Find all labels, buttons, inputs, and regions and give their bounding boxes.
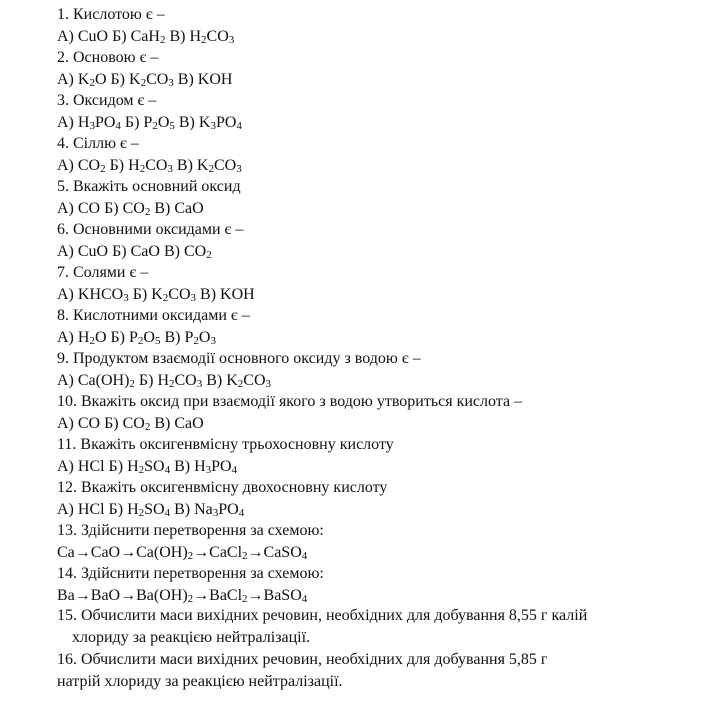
- answer-text: В) P: [160, 328, 194, 346]
- subscript: 3: [190, 291, 197, 304]
- subscript: 4: [164, 506, 171, 519]
- question-16-line-1: 16. Обчислити маси вихідних речовин, необхідних для добування 5,85 г: [57, 651, 548, 668]
- question-1-answers: [57, 26, 697, 48]
- answer-text: O Б) P: [94, 328, 138, 346]
- answer-text: А) H: [57, 328, 90, 346]
- subscript: 2: [242, 549, 248, 562]
- answer-text: В) H: [165, 27, 202, 45]
- answer-text: Б) P: [120, 113, 153, 131]
- answer-text: А) K: [57, 70, 90, 88]
- answer-text: А) HCl Б) H: [57, 457, 139, 475]
- subscript: 2: [152, 119, 158, 132]
- subscript: 3: [196, 377, 203, 390]
- question-6-prompt: 6. Основними оксидами є –: [57, 221, 244, 238]
- answer-text: В) CaO: [150, 414, 204, 432]
- question-5-prompt: 5. Вкажіть основний оксид: [57, 178, 241, 195]
- question-3-answers: [57, 112, 697, 134]
- answer-text: CO: [145, 156, 168, 174]
- subscript: 3: [265, 377, 272, 390]
- question-6-answers: [57, 241, 697, 263]
- question-7-answers: [57, 284, 697, 306]
- answer-text: CO: [206, 27, 229, 45]
- subscript: 4: [231, 463, 238, 476]
- subscript: 5: [169, 119, 175, 132]
- answer-text: А) CO: [57, 156, 101, 174]
- subscript: 2: [169, 377, 175, 390]
- subscript: 2: [138, 463, 145, 476]
- question-11-prompt: 11. Вкажіть оксигенвмісну трьохосновну кислоту: [57, 436, 394, 453]
- subscript: 3: [228, 33, 235, 46]
- question-2-answers: [57, 69, 697, 91]
- subscript: 2: [144, 205, 151, 218]
- answer-text: Ba→BaO→Ba(OH): [57, 586, 188, 604]
- question-11-answers: [57, 456, 697, 478]
- answer-text: →CaCl: [193, 543, 243, 561]
- answer-text: Б) H: [134, 371, 169, 389]
- question-7-prompt: 7. Солями є –: [57, 264, 149, 281]
- answer-text: →BaCl: [193, 586, 243, 604]
- subscript: 3: [205, 463, 212, 476]
- answer-text: А) CO Б) CO: [57, 414, 145, 432]
- question-13-answers: [57, 542, 697, 564]
- question-8-prompt: 8. Кислотними оксидами є –: [57, 307, 250, 324]
- question-13-prompt: 13. Здійснити перетворення за схемою:: [57, 522, 324, 539]
- answer-text: O: [198, 328, 211, 346]
- question-5-answers: [57, 198, 697, 220]
- subscript: 3: [123, 291, 129, 304]
- subscript: 2: [208, 162, 214, 175]
- subscript: 3: [89, 119, 95, 132]
- subscript: 3: [236, 162, 242, 175]
- answer-text: А) CuO Б) CaO В) CO: [57, 242, 207, 260]
- subscript: 2: [139, 162, 146, 175]
- answer-text: А) CO Б) CO: [57, 199, 145, 217]
- question-8-answers: [57, 327, 697, 349]
- subscript: 2: [201, 33, 207, 46]
- answer-text: Б) H: [105, 156, 140, 174]
- subscript: 2: [137, 334, 144, 347]
- question-4-answers: [57, 155, 697, 177]
- subscript: 2: [159, 33, 166, 46]
- answer-text: В) H: [170, 457, 206, 475]
- answer-text: O Б) K: [94, 70, 141, 88]
- answer-text: В) CaO: [150, 199, 204, 217]
- subscript: 2: [193, 334, 199, 347]
- subscript: 2: [144, 420, 151, 433]
- answer-text: PO: [218, 500, 239, 518]
- subscript: 2: [242, 592, 248, 605]
- answer-text: →CaSO: [247, 543, 302, 561]
- answer-text: В) K: [202, 371, 238, 389]
- answer-text: В) KOH: [196, 285, 255, 303]
- answer-text: SO: [144, 457, 165, 475]
- answer-text: O: [157, 113, 170, 131]
- subscript: 2: [100, 162, 106, 175]
- answer-text: А) H: [57, 113, 90, 131]
- subscript: 4: [238, 506, 245, 519]
- question-16-line-2: натрій хлориду за реакцією нейтралізації.: [57, 672, 343, 690]
- subscript: 3: [210, 334, 216, 347]
- subscript: 3: [167, 162, 173, 175]
- question-14-answers: [57, 585, 697, 607]
- subscript: 2: [187, 549, 194, 562]
- subscript: 4: [164, 463, 171, 476]
- question-14-prompt: 14. Здійснити перетворення за схемою:: [57, 565, 324, 582]
- subscript: 2: [187, 592, 194, 605]
- question-12-prompt: 12. Вкажіть оксигенвмісну двохосновну кислоту: [57, 479, 388, 496]
- question-10-answers: [57, 413, 697, 435]
- subscript: 3: [212, 506, 219, 519]
- answer-text: В) Na: [170, 500, 213, 518]
- question-4-prompt: 4. Сіллю є –: [57, 135, 139, 152]
- subscript: 2: [89, 76, 95, 89]
- question-9-answers: [57, 370, 697, 392]
- answer-text: А) HCl Б) H: [57, 500, 139, 518]
- worksheet: [57, 4, 697, 606]
- long-questions: [57, 605, 697, 692]
- answer-text: В) K: [174, 113, 211, 131]
- question-15-line-1: 15. Обчислити маси вихідних речовин, необхідних для добування 8,55 г калій: [57, 607, 588, 624]
- answer-text: CO: [213, 156, 237, 174]
- subscript: 4: [301, 592, 308, 605]
- question-15-line-2: хлориду за реакцією нейтралізації.: [72, 628, 311, 646]
- question-3-prompt: 3. Оксидом є –: [57, 92, 157, 109]
- answer-text: CO: [168, 285, 191, 303]
- answer-text: PO: [215, 113, 237, 131]
- question-12-answers: [57, 499, 697, 521]
- subscript: 2: [129, 377, 135, 390]
- answer-text: CO: [243, 371, 266, 389]
- subscript: 2: [206, 248, 212, 261]
- subscript: 5: [154, 334, 161, 347]
- question-9-prompt: 9. Продуктом взаємодії основного оксиду з водою є –: [57, 350, 421, 367]
- subscript: 4: [301, 549, 308, 562]
- answer-text: PO: [94, 113, 116, 131]
- answer-text: CO: [146, 70, 169, 88]
- subscript: 2: [162, 291, 169, 304]
- answer-text: Б) K: [128, 285, 163, 303]
- answer-text: В) K: [172, 156, 209, 174]
- answer-text: SO: [144, 500, 165, 518]
- answer-text: А) KHCO: [57, 285, 124, 303]
- answer-text: А) Ca(OH): [57, 371, 130, 389]
- subscript: 3: [168, 76, 174, 89]
- subscript: 3: [210, 119, 216, 132]
- subscript: 2: [140, 76, 147, 89]
- answer-text: Ca→CaO→Ca(OH): [57, 543, 188, 561]
- subscript: 4: [236, 119, 242, 132]
- answer-text: CO: [174, 371, 197, 389]
- answer-text: O: [143, 328, 155, 346]
- subscript: 2: [138, 506, 145, 519]
- answer-text: А) CuO Б) CaH: [57, 27, 160, 45]
- answer-text: В) KOH: [173, 70, 233, 88]
- subscript: 2: [89, 334, 95, 347]
- answer-text: →BaSO: [247, 586, 302, 604]
- subscript: 4: [115, 119, 121, 132]
- question-2-prompt: 2. Основою є –: [57, 49, 159, 66]
- question-10-prompt: 10. Вкажіть оксид при взаємодії якого з водою утвориться кислота –: [57, 393, 523, 410]
- subscript: 2: [237, 377, 244, 390]
- question-1-prompt: 1. Кислотою є –: [57, 6, 165, 23]
- answer-text: PO: [211, 457, 232, 475]
